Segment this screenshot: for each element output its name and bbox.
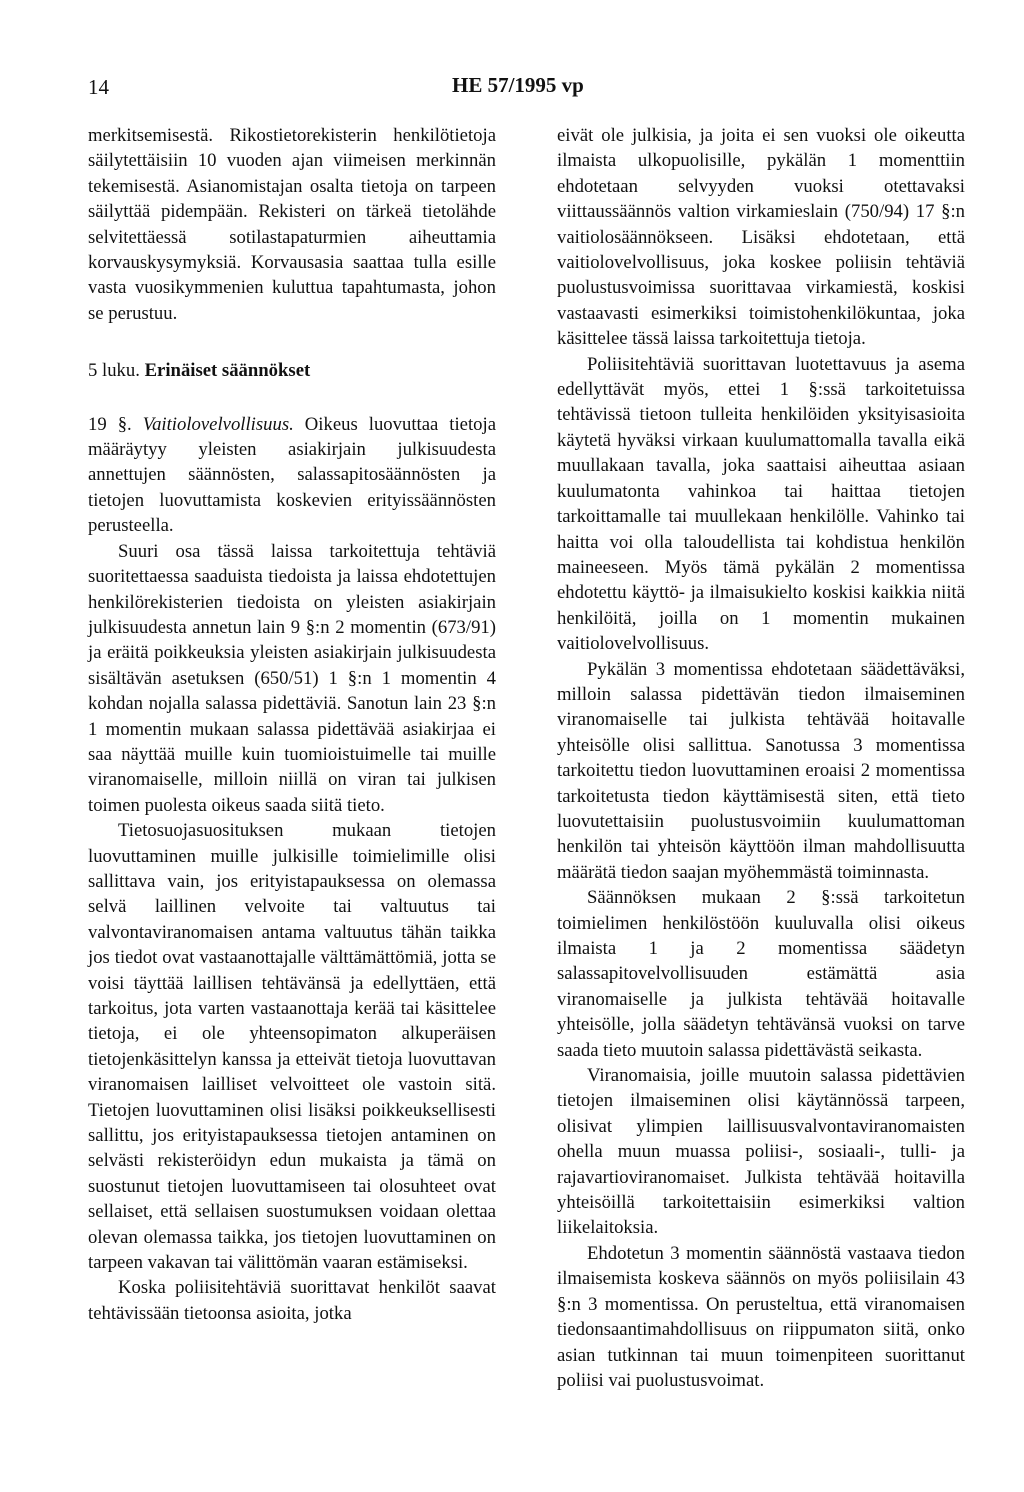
paragraph: Ehdotetun 3 momentin säännöstä vastaava tiedon ilmaisemista koskeva säännös on myös poliisilain 43 §:n 3 momentissa. On perusteltua, että viranomaisen tiedonsaantimahdollisuus on riippumaton siitä, onko asian tutkinnan tai muun toimenpiteen suorittanut poliisi vai puolustusvoimat. — [557, 1242, 965, 1391]
paragraph: Tietosuojasuosituksen mukaan tietojen luovuttaminen muille julkisille toimielimille olisi sallittava vain, jos erityistapauksessa on olemassa selvä laillinen velvoite tai valtuutus tai valvontaviranomaisen antama valtuutus tähän taikka jos tiedot ovat vastaanottajalle välttämättömiä, jotta se voisi täyttää laillisen tehtävänsä ja edellyttäen, että tarkoitus, jota varten vastaanottaja kerää tai käsittelee tietoja, ei ole yhteensopimaton alkuperäisen tietojenkäsittelyn kanssa ja etteivät tietoja luovuttavan viranomaisen lailliset velvoitteet ole vastoin sitä. Tietojen luovuttaminen olisi lisäksi poikkeuksellisesti sallittu, jos erityistapauksessa tietojen antaminen on selvästi rekisteröidyn edun mukaista ja tämä on suostunut tietojen luovuttamiseen tai olosuhteet ovat sellaiset, että sellaisen suostumuksen voidaan olettaa olevan olemassa taikka, jos tietojen luovuttaminen on tarpeen vakavan tai välittömän vaaran estämiseksi. — [88, 820, 496, 1274]
section-title: Vaitiolovelvollisuus. — [142, 413, 294, 435]
paragraph: Viranomaisia, joille muutoin salassa pidettävien tietojen ilmaiseminen olisi käytännössä tarpeen, olisivat ylimpien laillisuusvalvontaviranomaisten ohella muun muassa poliisi-, sosiaali-, tulli- ja rajavartioviranomaiset. Julkista tehtävää hoitavilla yhteisöillä tarkoitettaisiin esimerkiksi valtion liikelaitoksia. — [557, 1065, 965, 1239]
right-column — [557, 123, 965, 1393]
paragraph: Säännöksen mukaan 2 §:ssä tarkoitetun toimielimen henkilöstöön kuuluvalla olisi oikeus ilmaista 1 ja 2 momentissa säädetyn salassapitovelvollisuuden estämättä asia viranomaiselle ja julkista tehtävää hoitavalle yhteisölle, jolla säädetyn tehtävänsä vuoksi on tarve saada tieto muutoin salassa pidettävästä seikasta. — [557, 887, 965, 1061]
paragraph: Suuri osa tässä laissa tarkoitettuja tehtäviä suoritettaessa saaduista tiedoista ja laissa ehdotettujen henkilörekisterien tiedoista on yleisten asiakirjain julkisuudesta annetun lain 9 §:n 2 momentin (673/91) ja eräitä poikkeuksia yleisten asiakirjain julkisuudesta sisältävän asetuksen (650/51) 1 §:n 1 momentin 4 kohdan nojalla salassa pidettäviä. Sanotun lain 23 §:n 1 momentin mukaan salassa pidettävää asiakirjaa ei saa näyttää muille kuin tuomioistuimelle tai muille viranomaiselle, milloin niillä on viran tai julkisen toimen puolesta oikeus saada siitä tieto. — [88, 540, 496, 816]
section-paragraph — [88, 412, 496, 539]
page-number: 14 — [88, 75, 109, 99]
paragraph: Pykälän 3 momentissa ehdotetaan säädettäväksi, milloin salassa pidettävän tiedon ilmaiseminen viranomaiselle tai julkista tehtävää hoitavalle yhteisölle olisi sallittua. Sanotussa 3 momentissa tarkoitettu tiedon luovuttaminen eroaisi 2 momentissa tarkoitetusta tiedon käyttämisestä siten, että tieto luovutettaisiin puolustusvoimiin kuulumattoman henkilön tai yhteisön käyttöön ilman mahdollisuutta määrätä tiedon saajan myöhemmästä toiminnasta. — [557, 658, 965, 883]
document-id: HE 57/1995 vp — [452, 73, 584, 97]
section-text: Oikeus luovuttaa tietoja määräytyy yleisten asiakirjain julkisuudesta annettujen säännösten, salassapitosäännösten ja tietojen luovuttamista koskevien erityissäännösten perusteella. — [88, 413, 497, 537]
chapter-number: 5 luku. — [88, 360, 140, 382]
chapter-title: Erinäiset säännökset — [144, 360, 311, 382]
paragraph: merkitsemisestä. Rikostietorekisterin henkilötietoja säilytettäisiin 10 vuoden ajan viimeisen merkinnän tekemisestä. Asianomistajan osalta tietoja on tarpeen säilyttää pidempään. Rekisteri on tärkeä tietolähde selvitettäessä sotilastapaturmien aiheuttamia korvauskysymyksiä. Korvausasia saattaa tulla esille vasta vuosikymmenien kuluttua tapahtumasta, johon se perustuu. — [88, 125, 496, 324]
paragraph: Koska poliisitehtäviä suorittavat henkilöt saavat tehtävissään tietoonsa asioita, jotka — [88, 1277, 496, 1324]
paragraph: Poliisitehtäviä suorittavan luotettavuus ja asema edellyttävät myös, ettei 1 §:ssä tarkoitetuissa tehtävissä tietoon tulleita henkilöiden yksityisasioita käytetä hyväksi virkaan kuulumattomalla tavalla eikä muullakaan tavalla, joka saattaisi aiheuttaa asiaan kuulumatonta vahinkoa tai haittaa tietojen tarkoittamalle tai muullekaan henkilölle. Vahinko tai haitta voi olla taloudellista tai kohdistua henkilön maineeseen. Myös tämä pykälän 2 momentissa ehdotettu käyttö- ja ilmaisukielto koskisi kaikkia niitä henkilöitä, joilla on 1 momentin mukainen vaitiolovelvollisuus. — [557, 353, 965, 655]
section-number: 19 §. — [88, 413, 132, 435]
chapter-heading — [88, 358, 496, 383]
paragraph: eivät ole julkisia, ja joita ei sen vuoksi ole oikeutta ilmaista ulkopuolisille, pykälän 1 momenttiin ehdotetaan selvyyden vuoksi otettavaksi viittaussäännös valtion virkamieslain (750/94) 17 §:n vaitiolosäännökseen. Lisäksi ehdotetaan, että vaitiolovelvollisuus, joka koskee poliisin tehtäviä puolustusvoimissa suorittavaa virkamiestä, koskisi vastaavasti esimerkiksi toimistohenkilökuntaa, joka käsittelee tässä laissa tarkoitettuja tietoja. — [557, 125, 965, 350]
left-column — [88, 123, 496, 1326]
